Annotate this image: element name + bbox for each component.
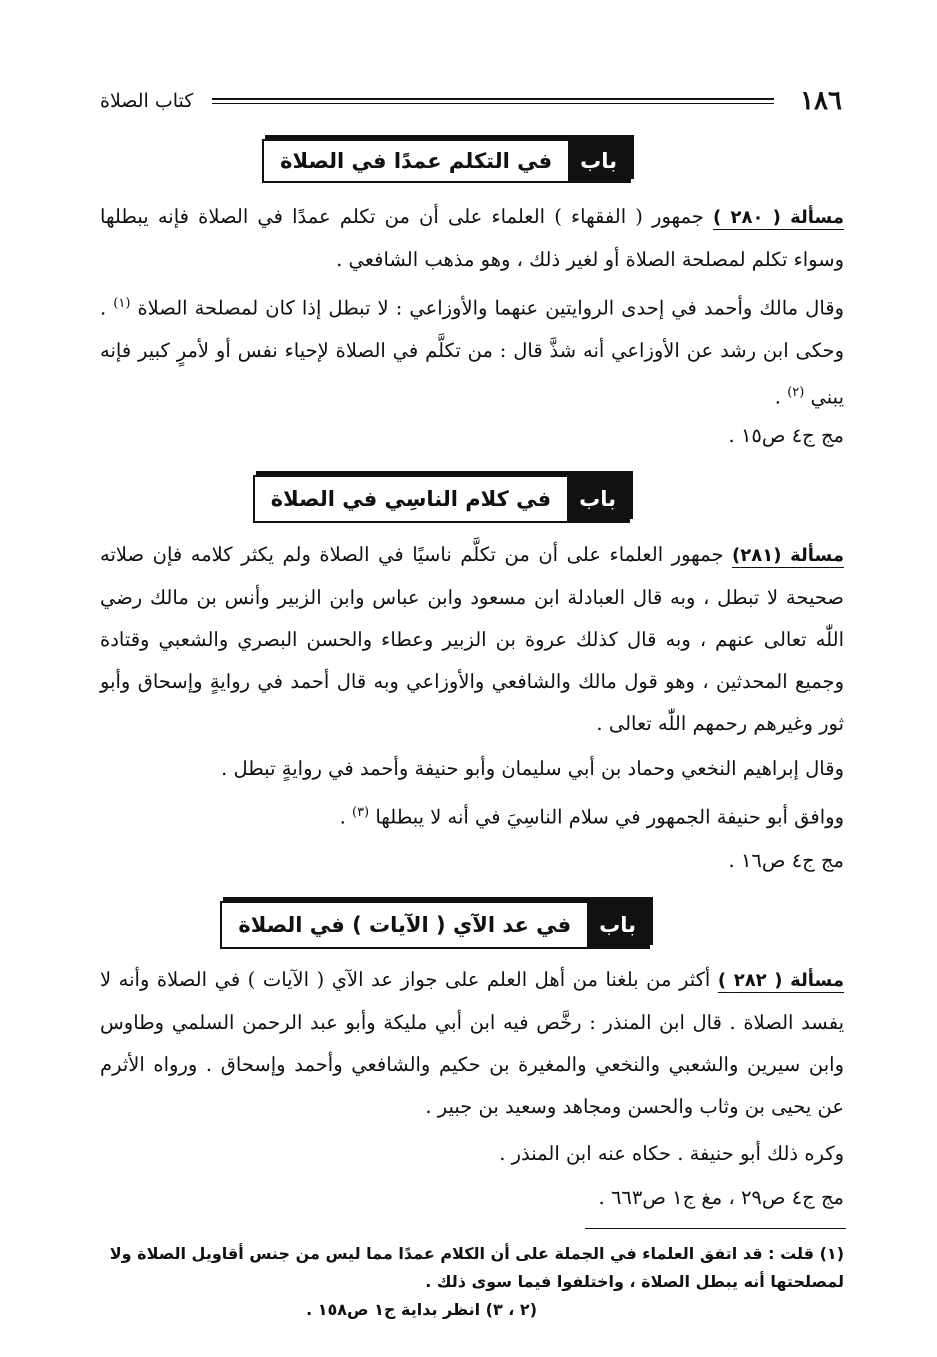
footnote-marker: (٢) xyxy=(787,384,805,400)
paragraph xyxy=(100,792,844,839)
paragraph xyxy=(100,959,844,1128)
paragraph xyxy=(100,283,844,418)
chapter-bab-label: باب xyxy=(567,477,628,521)
reference-text: مج ج٤ ص١٦ . xyxy=(728,849,844,872)
chapter-heading xyxy=(220,901,650,949)
page-number: ١٨٦ xyxy=(800,86,842,116)
paragraph-text: . وحكى ابن رشد عن الأوزاعي أنه شذَّ قال : من تكلَّم في الصلاة لإحياء نفس أو لأمرٍ كبير فإنه يبني xyxy=(100,296,844,408)
issue-label: مسألة (٢٨١) xyxy=(732,545,844,566)
footnote-marker: (١) xyxy=(113,296,131,311)
header-rule xyxy=(212,98,774,104)
paragraph xyxy=(100,534,844,745)
chapter-title: في كلام الناسِي في الصلاة xyxy=(270,487,552,511)
reference-text: مج ج٤ ص٢٩ ، مغ ج١ ص٦٦٣ . xyxy=(598,1186,844,1209)
footnote: (١) قلت : قد اتفق العلماء في الجملة على أن الكلام عمدًا مما ليس من جنس أقاويل الصلاة ولا لمصلحتها أنه يبطل الصلاة ، واختلفوا فيما سوى ذلك . xyxy=(109,1244,844,1291)
chapter-bab-label: باب xyxy=(568,141,629,181)
running-header xyxy=(100,84,842,118)
chapter-heading xyxy=(262,139,631,183)
footnote-rule xyxy=(585,1228,846,1229)
issue-label: مسألة ( ٢٨٢ ) xyxy=(717,970,845,991)
paragraph-text: وقال مالك وأحمد في إحدى الروايتين عنهما والأوزاعي : لا تبطل إذا كان لمصلحة الصلاة xyxy=(137,296,844,320)
reference-text: مج ج٤ ص١٥ . xyxy=(728,424,844,447)
paragraph-text: جمهور العلماء على أن من تكلَّم ناسيًا في الصلاة ولم يكثر كلامه فإن صلاته صحيحة لا تبطل ، وبه قال العبادلة ابن مسعود وابن عباس وابن الزبير وأنس بن مالك رضي اللّٰه تعالى عنهم ، وبه قال كذلك عروة بن الزبير وعطاء والحسن البصري والشعبي وقتادة وجميع المحدثين ، وهو قول مالك والشافعي والأوزاعي وبه قال أحمد في روايةٍ وإسحاق وأبو ثور وغيرهم رحمهم اللّٰه تعالى . xyxy=(100,543,844,735)
paragraph-text: وقال إبراهيم النخعي وحماد بن أبي سليمان وأبو حنيفة وأحمد في روايةٍ تبطل . xyxy=(221,757,844,780)
chapter-bab-label: باب xyxy=(587,903,648,947)
footnote-marker: (٣) xyxy=(351,805,370,820)
source-reference xyxy=(100,1177,844,1219)
paragraph xyxy=(100,748,844,790)
paragraph-text: جمهور ( الفقهاء ) العلماء على أن من تكلم عمدًا في الصلاة فإنه يبطلها وسواء تكلم لمصلحة الصلاة أو لغير ذلك ، وهو مذهب الشافعي . xyxy=(100,205,844,271)
source-reference xyxy=(100,415,844,457)
paragraph xyxy=(100,1133,844,1175)
paragraph-text: . xyxy=(339,805,352,829)
paragraph-text: . xyxy=(774,385,788,408)
paragraph-text: ووافق أبو حنيفة الجمهور في سلام الناسِيَ في أنه لا يبطلها xyxy=(375,805,844,829)
paragraph xyxy=(100,196,844,281)
footnote: (٢ ، ٣) انظر بداية ج١ ص١٥٨ . xyxy=(306,1300,537,1319)
issue-label: مسألة ( ٢٨٠ ) xyxy=(713,207,844,228)
paragraph-text: وكره ذلك أبو حنيفة . حكاه عنه ابن المنذر . xyxy=(499,1142,844,1165)
paragraph-text: أكثر من بلغنا من أهل العلم على جواز عد الآي ( الآيات ) في الصلاة وأنه لا يفسد الصلاة . قال ابن المنذر : رخَّص فيه ابن أبي مليكة وأبو عبد الرحمن السلمي وطاوس وابن سيرين والشعبي والنخعي والمغيرة بن حكيم والشافعي وأحمد وإسحاق . ورواه الأثرم عن يحيى بن وثاب والحسن ومجاهد وسعيد بن جبير . xyxy=(100,968,844,1118)
chapter-title: في التكلم عمدًا في الصلاة xyxy=(280,149,553,173)
source-reference xyxy=(100,840,844,882)
book-title: كتاب الصلاة xyxy=(100,90,194,112)
chapter-heading xyxy=(253,475,630,523)
chapter-title: في عد الآي ( الآيات ) في الصلاة xyxy=(238,913,572,937)
